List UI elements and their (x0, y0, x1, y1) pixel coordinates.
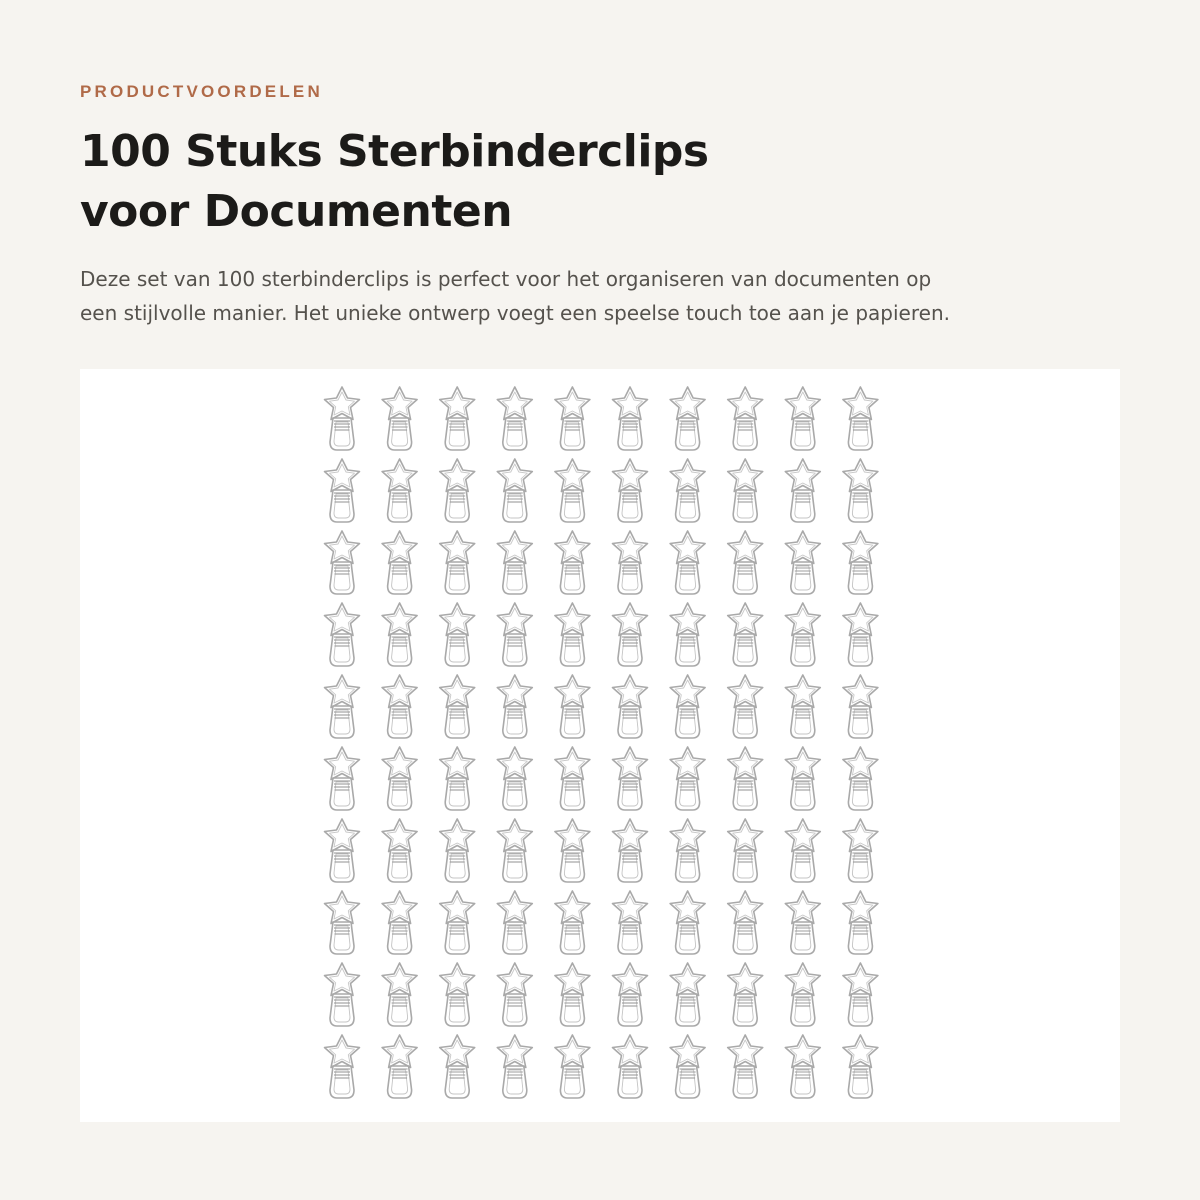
star-binder-clip-icon (670, 747, 705, 810)
star-binder-clip-icon (382, 747, 417, 810)
star-binder-clip-icon (555, 531, 590, 594)
star-binder-clip-icon (785, 1035, 820, 1098)
star-binder-clip-icon (325, 819, 360, 882)
star-binder-clip-icon (728, 603, 763, 666)
star-binder-clip-icon (728, 747, 763, 810)
star-binder-clip-icon (670, 387, 705, 450)
star-binder-clip-icon (325, 531, 360, 594)
star-binder-clips-grid (314, 383, 890, 1103)
star-binder-clip-icon (728, 531, 763, 594)
star-binder-clip-icon (497, 891, 532, 954)
star-binder-clip-icon (325, 387, 360, 450)
star-binder-clip-icon (785, 459, 820, 522)
star-binder-clip-icon (440, 747, 475, 810)
star-binder-clip-icon (497, 675, 532, 738)
star-binder-clip-icon (843, 819, 878, 882)
star-binder-clip-icon (613, 387, 648, 450)
star-binder-clip-icon (555, 675, 590, 738)
star-binder-clip-icon (843, 963, 878, 1026)
star-binder-clip-icon (497, 1035, 532, 1098)
star-binder-clip-icon (785, 387, 820, 450)
star-binder-clip-icon (843, 387, 878, 450)
star-binder-clip-icon (440, 675, 475, 738)
star-binder-clip-icon (785, 603, 820, 666)
star-binder-clip-icon (728, 891, 763, 954)
star-binder-clip-icon (382, 387, 417, 450)
star-binder-clip-icon (613, 675, 648, 738)
star-binder-clip-icon (670, 1035, 705, 1098)
star-binder-clip-icon (382, 891, 417, 954)
star-binder-clip-icon (728, 459, 763, 522)
star-binder-clip-icon (325, 747, 360, 810)
star-binder-clip-icon (555, 603, 590, 666)
star-binder-clip-icon (843, 675, 878, 738)
star-binder-clip-icon (785, 675, 820, 738)
star-binder-clip-icon (555, 819, 590, 882)
star-binder-clip-icon (325, 603, 360, 666)
star-binder-clip-icon (613, 819, 648, 882)
star-binder-clip-icon (843, 603, 878, 666)
star-binder-clip-icon (613, 891, 648, 954)
product-description (80, 262, 1090, 330)
star-binder-clip-icon (785, 531, 820, 594)
star-binder-clip-icon (843, 459, 878, 522)
star-binder-clip-icon (325, 963, 360, 1026)
star-binder-clip-icon (325, 1035, 360, 1098)
star-binder-clip-icon (382, 963, 417, 1026)
star-binder-clip-icon (325, 891, 360, 954)
star-binder-clip-icon (613, 531, 648, 594)
star-binder-clip-icon (785, 963, 820, 1026)
star-binder-clip-icon (785, 747, 820, 810)
star-binder-clip-icon (440, 891, 475, 954)
star-binder-clip-icon (497, 531, 532, 594)
star-binder-clip-icon (843, 531, 878, 594)
star-binder-clip-icon (382, 675, 417, 738)
star-binder-clip-icon (728, 1035, 763, 1098)
star-binder-clip-icon (382, 531, 417, 594)
star-binder-clip-icon (382, 459, 417, 522)
star-binder-clip-icon (497, 459, 532, 522)
star-binder-clip-icon (785, 891, 820, 954)
star-binder-clip-icon (440, 819, 475, 882)
star-binder-clip-icon (497, 963, 532, 1026)
star-binder-clip-icon (613, 459, 648, 522)
page-title (80, 122, 980, 242)
star-binder-clip-icon (497, 603, 532, 666)
star-binder-clip-icon (555, 387, 590, 450)
star-binder-clip-icon (670, 531, 705, 594)
star-binder-clip-icon (843, 747, 878, 810)
star-binder-clip-icon (728, 819, 763, 882)
star-binder-clip-icon (555, 891, 590, 954)
description-line-2: een stijlvolle manier. Het unieke ontwerp voegt een speelse touch toe aan je papieren. (80, 301, 950, 325)
star-binder-clip-icon (670, 603, 705, 666)
description-line-1: Deze set van 100 sterbinderclips is perfect voor het organiseren van documenten op (80, 267, 932, 291)
star-binder-clip-icon (555, 963, 590, 1026)
star-binder-clip-icon (555, 459, 590, 522)
star-binder-clip-icon (670, 675, 705, 738)
star-binder-clip-icon (613, 1035, 648, 1098)
star-binder-clip-icon (613, 747, 648, 810)
star-binder-clip-icon (613, 963, 648, 1026)
star-binder-clip-icon (728, 387, 763, 450)
title-line-1: 100 Stuks Sterbinderclips (80, 126, 709, 177)
star-binder-clip-icon (843, 1035, 878, 1098)
star-binder-clip-icon (497, 747, 532, 810)
star-binder-clip-icon (440, 459, 475, 522)
star-binder-clip-icon (728, 675, 763, 738)
star-binder-clip-icon (555, 747, 590, 810)
star-binder-clip-icon (497, 819, 532, 882)
star-binder-clip-icon (440, 963, 475, 1026)
star-binder-clip-icon (843, 891, 878, 954)
star-binder-clip-icon (325, 675, 360, 738)
star-binder-clip-icon (728, 963, 763, 1026)
star-binder-clip-icon (440, 603, 475, 666)
star-binder-clip-icon (613, 603, 648, 666)
product-image (80, 369, 1120, 1122)
star-binder-clip-icon (497, 387, 532, 450)
star-binder-clip-icon (382, 819, 417, 882)
star-binder-clip-icon (440, 387, 475, 450)
star-binder-clip-icon (440, 1035, 475, 1098)
star-binder-clip-icon (670, 819, 705, 882)
star-binder-clip-icon (670, 963, 705, 1026)
star-binder-clip-icon (555, 1035, 590, 1098)
star-binder-clip-icon (382, 1035, 417, 1098)
star-binder-clip-icon (325, 459, 360, 522)
star-binder-clip-icon (785, 819, 820, 882)
title-line-2: voor Documenten (80, 186, 513, 237)
star-binder-clip-icon (440, 531, 475, 594)
section-eyebrow: PRODUCTVOORDELEN (80, 82, 323, 101)
star-binder-clip-icon (670, 891, 705, 954)
star-binder-clip-icon (382, 603, 417, 666)
star-binder-clip-icon (670, 459, 705, 522)
